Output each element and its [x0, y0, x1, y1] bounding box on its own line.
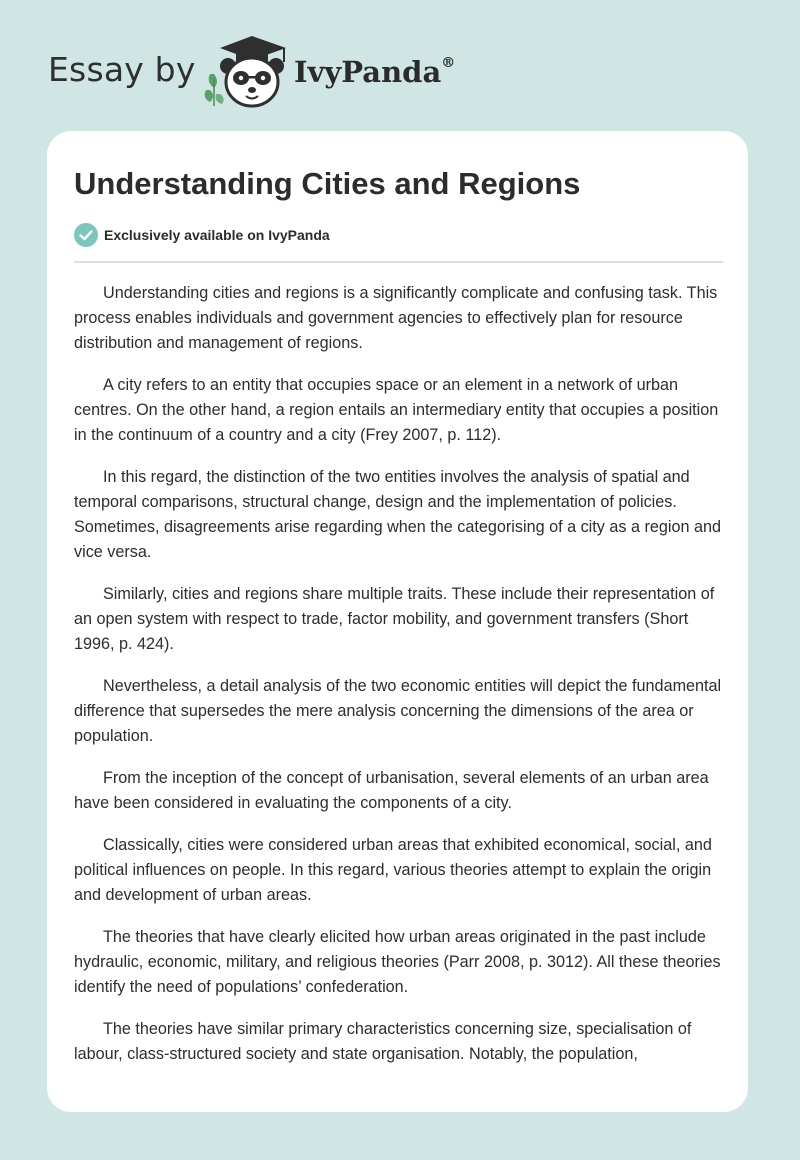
essay-by-label: Essay by — [48, 50, 196, 89]
paragraph: From the inception of the concept of urbanisation, several elements of an urban area have been considered in evaluating the components of a city. — [74, 769, 709, 812]
paragraph: The theories have similar primary characteristics concerning size, specialisation of labour, class-structured society and state organisation. Notably, the population, — [74, 1020, 692, 1063]
exclusive-badge — [74, 222, 330, 248]
check-circle-icon — [74, 223, 98, 247]
paragraph: In this regard, the distinction of the two entities involves the analysis of spatial and temporal comparisons, structural change, design and the implementation of policies. Sometimes, disagreements arise regarding when the categorising of a city as a region and vice versa. — [74, 468, 721, 561]
registered-mark: ® — [441, 55, 456, 72]
paragraph: The theories that have clearly elicited how urban areas originated in the past include hydraulic, economic, military, and religious theories (Parr 2008, p. 3012). All these theories identify the need of populations’ confederation. — [74, 928, 721, 996]
essay-body — [74, 281, 726, 1084]
paragraph: Understanding cities and regions is a significantly complicate and confusing task. This process enables individuals and government agencies to effectively plan for resource distribution and management of regions. — [74, 284, 718, 352]
paragraph: Nevertheless, a detail analysis of the two economic entities will depict the fundamental difference that supersedes the mere analysis concerning the dimensions of the area or population. — [74, 677, 722, 745]
brand-name[interactable] — [294, 55, 455, 89]
essay-card — [47, 131, 748, 1112]
paragraph: A city refers to an entity that occupies space or an element in a network of urban centres. On the other hand, a region entails an intermediary entity that occupies a position in the continuum of a country and a city (Frey 2007, p. 112). — [74, 376, 719, 444]
page-title: Understanding Cities and Regions — [74, 166, 581, 201]
panda-graduate-icon[interactable] — [200, 34, 296, 110]
site-header — [0, 0, 800, 130]
divider — [74, 261, 723, 263]
paragraph: Classically, cities were considered urban areas that exhibited economical, social, and political influences on people. In this regard, various theories attempt to explain the origin and development of urban areas. — [74, 836, 712, 904]
paragraph: Similarly, cities and regions share multiple traits. These include their representation of an open system with respect to trade, factor mobility, and government transfers (Short 1996, p. 424). — [74, 585, 715, 653]
exclusive-badge-label: Exclusively available on IvyPanda — [104, 227, 330, 243]
brand-text: IvyPanda — [294, 55, 442, 89]
